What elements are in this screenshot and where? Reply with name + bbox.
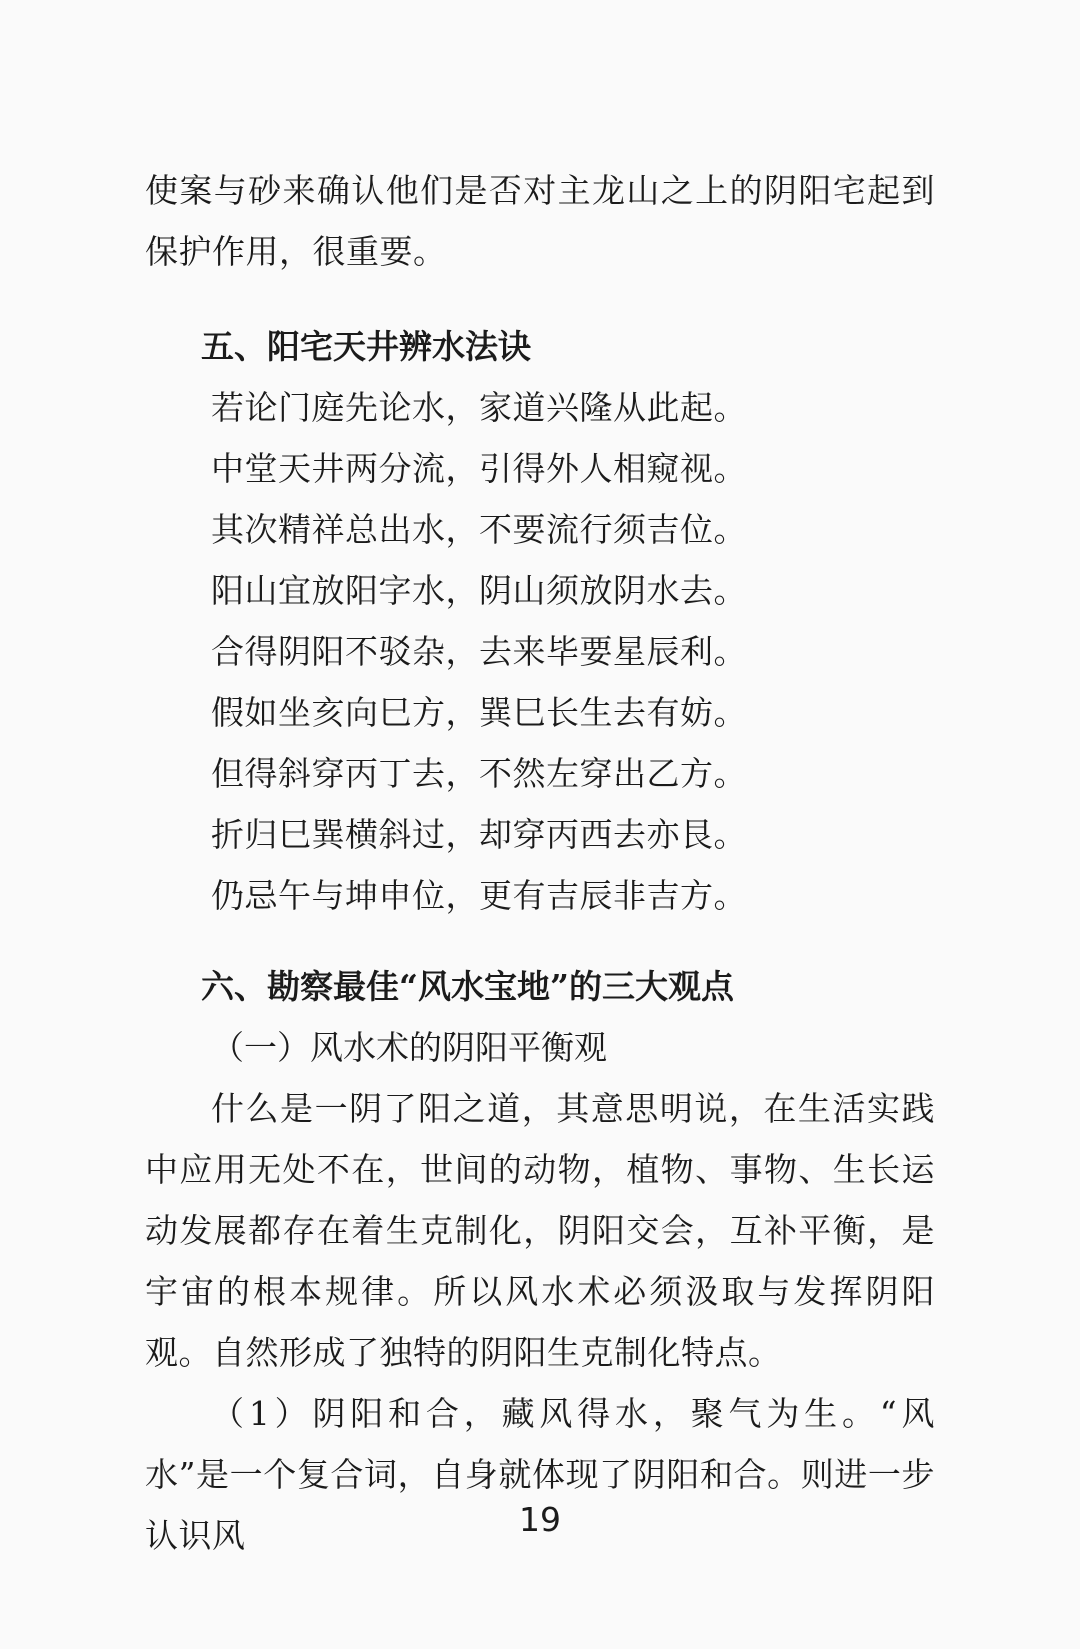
verse-line: 其次精祥总出水，不要流行须吉位。 [211, 510, 747, 549]
page-number: 19 [519, 1500, 561, 1539]
section-5-heading: 五、阳宅天井辨水法诀 [201, 327, 531, 366]
verse-line: 中堂天井两分流，引得外人相窥视。 [211, 449, 747, 488]
section-6-subheading: （一）风水术的阴阳平衡观 [211, 1028, 607, 1067]
page-content [145, 160, 935, 1566]
verse-line: 假如坐亥向巳方，巽巳长生去有妨。 [211, 693, 747, 732]
section-6-paragraph-2: （1）阴阳和合，藏风得水，聚气为生。“风水”是一个复合词，自身就体现了阴阳和合。则进一步认识风 [145, 1394, 935, 1555]
section-6-paragraph-1: 什么是一阴了阳之道，其意思明说，在生活实践中应用无处不在，世间的动物，植物、事物、生长运动发展都存在着生克制化，阴阳交会，互补平衡，是宇宙的根本规律。所以风水术必须汲取与发挥阴阳观。自然形成了独特的阴阳生克制化特点。 [145, 1089, 935, 1372]
verse-line: 若论门庭先论水，家道兴隆从此起。 [211, 388, 747, 427]
section-5-verses [145, 377, 935, 926]
section-6-heading: 六、勘察最佳“风水宝地”的三大观点 [201, 967, 734, 1006]
intro-paragraph: 使案与砂来确认他们是否对主龙山之上的阴阳宅起到保护作用，很重要。 [145, 171, 935, 271]
verse-line: 合得阴阳不驳杂，去来毕要星辰利。 [211, 632, 747, 671]
verse-line: 折归巳巽横斜过，却穿丙西去亦艮。 [211, 815, 747, 854]
verse-line: 仍忌午与坤申位，更有吉辰非吉方。 [211, 876, 747, 915]
verse-line: 阳山宜放阳字水，阴山须放阴水去。 [211, 571, 747, 610]
verse-line: 但得斜穿丙丁去，不然左穿出乙方。 [211, 754, 747, 793]
